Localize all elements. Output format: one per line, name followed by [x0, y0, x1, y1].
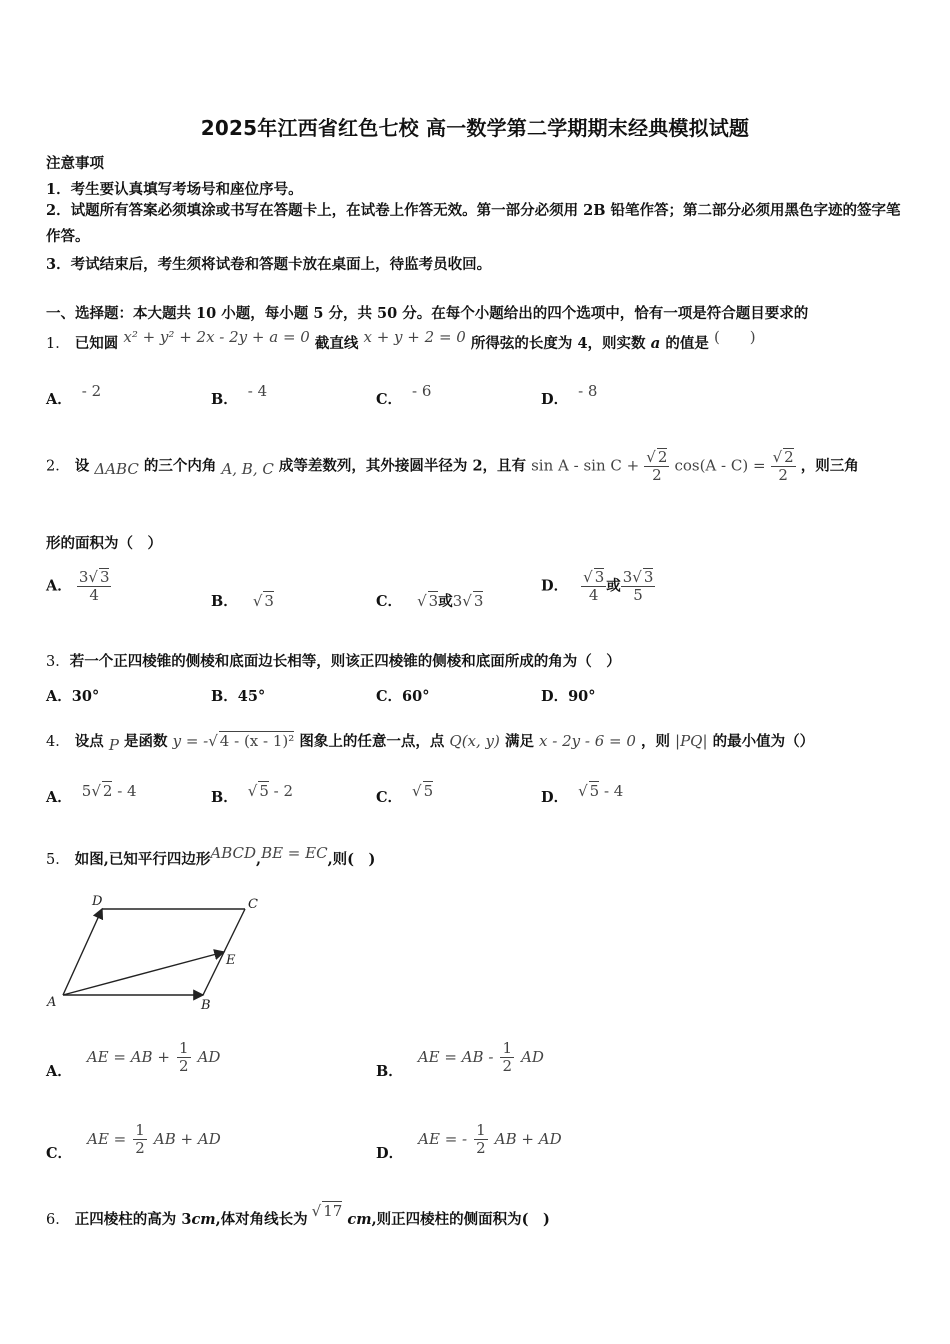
option-tail: - 2 — [273, 782, 294, 800]
numerator: 1 — [178, 1039, 189, 1057]
fraction: $\frac{3√ 3}{4}$ — [78, 568, 110, 605]
radicand: 3 — [428, 592, 439, 610]
option-a — [46, 1039, 221, 1080]
option-label: B． — [211, 593, 238, 610]
option-value: - 6 — [412, 382, 432, 400]
radicand: 4 - (x - 1)² — [219, 732, 295, 750]
question-number: 6． — [46, 1212, 70, 1228]
option-expression: AE = — [87, 1129, 127, 1148]
question-text: , — [256, 851, 262, 868]
unit: cm — [347, 1211, 372, 1228]
option-expression: AB + AD — [153, 1129, 221, 1148]
option-c: C． √ 3或3√ 3 — [376, 592, 484, 610]
question-text: 设点 — [74, 733, 104, 750]
question-text: 已知圆 — [74, 335, 119, 352]
option-expression: AD — [521, 1047, 544, 1066]
option-c — [46, 1121, 221, 1162]
option-d: D． √ 5 - 4 — [541, 782, 624, 806]
notice-heading: 注意事项 — [46, 155, 104, 172]
option-value: 90° — [568, 688, 596, 705]
or-text: 或 — [438, 593, 453, 610]
label-b: B — [201, 998, 211, 1013]
math-expression: Q(x, y) — [449, 732, 500, 750]
question-text: ,则( ) — [327, 851, 376, 868]
math-expression: sin A - sin C + — [531, 456, 640, 475]
math-variable: a — [650, 334, 661, 352]
denominator: 2 — [502, 1057, 513, 1076]
radicand: 3 — [473, 592, 484, 610]
option-expression: AD — [197, 1047, 221, 1066]
coefficient: 3 — [622, 568, 633, 586]
question-text: 的最小值为（） — [712, 733, 815, 750]
question-text: 所得弦的长度为 4，则实数 — [470, 335, 646, 352]
option-a — [46, 568, 111, 605]
unit: cm — [191, 1211, 216, 1228]
option-tail: - 4 — [603, 782, 624, 800]
numerator: 1 — [502, 1039, 513, 1057]
option-label: C． — [376, 688, 403, 705]
option-label: D． — [541, 688, 569, 705]
question-text: 图象上的任意一点，点 — [299, 733, 445, 750]
option-d — [541, 382, 598, 409]
option-b — [211, 382, 268, 409]
math-expression: x + y + 2 = 0 — [363, 328, 466, 346]
question-number: 4． — [46, 734, 70, 750]
fraction: $\frac{√ 2}{2}$ — [772, 448, 794, 485]
option-b — [211, 685, 265, 706]
denominator: 4 — [89, 586, 99, 605]
radicand: 5 — [423, 782, 434, 800]
math-expression: A, B, C — [221, 460, 274, 479]
question-text: ，则三角 — [800, 457, 859, 475]
option-c — [376, 382, 432, 409]
option-label: C． — [376, 391, 403, 408]
math-expression: x - 2y - 6 = 0 — [539, 732, 636, 750]
question-4: 4． 设点 P 是函数 y = -√ 4 - (x - 1)² 图象上的任意一点，点 Q(x, y) 满足 x - 2y - 6 = 0 ，则 |PQ| 的最小值为（） — [46, 732, 815, 754]
math-expression: BE = EC — [261, 844, 328, 862]
question-text: 截直线 — [314, 335, 359, 352]
question-text: 是函数 — [124, 733, 168, 750]
option-a — [46, 685, 99, 706]
radicand: 3 — [643, 568, 654, 586]
option-value: - 2 — [81, 382, 102, 400]
notice-item: 1．考生要认真填写考场号和座位序号。 — [46, 181, 303, 198]
option-label: A． — [46, 577, 72, 595]
option-a: A． 5√ 2 - 4 — [46, 782, 137, 806]
numerator: 1 — [135, 1121, 145, 1139]
option-expression: AE = AB - — [417, 1047, 494, 1066]
option-value: 45° — [237, 688, 266, 705]
fraction: $\frac{√ 3}{4}$ — [583, 568, 605, 605]
option-label: B． — [211, 391, 238, 408]
option-d — [541, 568, 655, 605]
question-number: 1． — [46, 336, 70, 352]
math-expression: |PQ| — [675, 732, 708, 750]
vector-ad — [63, 909, 102, 995]
math-expression: y = - — [172, 732, 209, 750]
option-d — [541, 685, 596, 706]
radicand: 3 — [264, 592, 274, 610]
notice-item: 3．考试结束后，考生须将试卷和答题卡放在桌面上，待监考员收回。 — [46, 256, 492, 273]
parallelogram-figure — [40, 888, 280, 1018]
math-expression: cos(A - C) = — [674, 456, 766, 475]
radicand: 5 — [259, 782, 269, 800]
option-value: 30° — [71, 688, 100, 705]
question-number: 3． — [46, 654, 70, 670]
question-number: 2． — [46, 458, 70, 475]
option-c: C． √ 5 — [376, 782, 434, 806]
question-text: 成等差数列，其外接圆半径为 2，且有 — [278, 457, 527, 475]
option-label: A． — [46, 1062, 72, 1080]
denominator: 2 — [135, 1139, 145, 1158]
option-label: B． — [376, 1062, 403, 1080]
or-text: 或 — [606, 577, 621, 595]
radicand: 17 — [323, 1202, 343, 1220]
question-text: ，则 — [640, 733, 670, 750]
option-label: A． — [46, 789, 72, 806]
math-expression: ABCD — [210, 844, 256, 862]
denominator: 5 — [633, 586, 643, 605]
option-label: A． — [46, 391, 72, 408]
question-text: 满足 — [504, 733, 534, 750]
question-6: 6． 正四棱柱的高为 3cm,体对角线长为 √ 17 cm,则正四棱柱的侧面积为( ) — [46, 1202, 550, 1228]
option-value: - 4 — [247, 382, 268, 400]
option-d — [376, 1121, 562, 1162]
coefficient: 5 — [81, 782, 92, 800]
question-text: ,则正四棱柱的侧面积为( ) — [371, 1211, 550, 1228]
question-text: 的三个内角 — [143, 457, 217, 475]
section-heading: 一、选择题：本大题共 10 小题，每小题 5 分，共 50 分。在每个小题给出的四个选项中，恰有一项是符合题目要求的 — [46, 305, 809, 322]
option-tail: - 4 — [117, 782, 137, 800]
label-e: E — [226, 953, 236, 968]
math-variable: P — [108, 736, 119, 754]
denominator: 2 — [778, 466, 788, 485]
radicand: 5 — [589, 782, 600, 800]
question-text: 正四棱柱的高为 3 — [74, 1211, 192, 1228]
question-number: 5． — [46, 852, 70, 868]
option-value: 60° — [402, 688, 430, 705]
fraction: $\frac{√ 2}{2}$ — [646, 448, 668, 485]
question-1 — [46, 328, 756, 353]
radicand: 2 — [784, 448, 794, 466]
option-label: C． — [376, 593, 403, 610]
option-b — [376, 1039, 544, 1080]
vector-ae — [63, 952, 224, 995]
notice-item: 2．试题所有答案必须填涂或书写在答题卡上，在试卷上作答无效。第一部分必须用 2B 铅笔作答；第二部分必须用黑色字迹的签字笔作答。 — [46, 202, 901, 245]
option-expression: AE = AB + — [86, 1047, 170, 1066]
radicand: 3 — [99, 568, 110, 586]
numerator: 1 — [476, 1121, 486, 1139]
coefficient: 3 — [78, 568, 89, 586]
question-text: 设 — [74, 457, 90, 475]
option-label: D． — [541, 391, 569, 408]
option-label: C． — [376, 789, 403, 806]
radicand: 2 — [657, 448, 668, 466]
option-b: B． √ 5 - 2 — [211, 782, 294, 806]
option-label: D． — [541, 577, 569, 595]
question-text: 的值是 — [665, 335, 709, 352]
question-2 — [46, 448, 859, 485]
page-title: 2025年江西省红色七校 高一数学第二学期期末经典模拟试题 — [200, 116, 750, 140]
question-text: ,体对角线长为 — [215, 1211, 308, 1228]
math-expression: ΔABC — [94, 460, 139, 479]
option-label: D． — [376, 1144, 404, 1162]
option-label: A． — [46, 688, 72, 705]
label-d: D — [92, 894, 103, 909]
fraction: $\frac{3√ 3}{5}$ — [622, 568, 654, 605]
option-label: D． — [541, 789, 569, 806]
option-b: B． √ 3 — [211, 592, 274, 610]
option-c — [376, 685, 429, 706]
question-5 — [46, 844, 376, 869]
question-3 — [46, 650, 621, 671]
radicand: 3 — [594, 568, 605, 586]
math-expression: x² + y² + 2x - 2y + a = 0 — [123, 328, 310, 346]
option-label: C． — [46, 1144, 73, 1162]
denominator: 4 — [588, 586, 599, 605]
denominator: 2 — [652, 466, 662, 485]
coefficient: 3 — [452, 592, 463, 610]
answer-paren: ( ) — [713, 328, 756, 346]
question-text: 形的面积为（ ） — [46, 535, 162, 552]
denominator: 2 — [178, 1057, 189, 1076]
option-label: B． — [211, 789, 238, 806]
option-label: B． — [211, 688, 238, 705]
question-text: 若一个正四棱锥的侧棱和底面边长相等，则该正四棱锥的侧棱和底面所成的角为（ ） — [69, 653, 621, 670]
denominator: 2 — [476, 1139, 486, 1158]
option-expression: AE = - — [418, 1129, 468, 1148]
option-value: - 8 — [578, 382, 598, 400]
label-a: A — [47, 995, 57, 1010]
option-a — [46, 382, 102, 409]
label-c: C — [248, 897, 258, 912]
question-text: 如图,已知平行四边形 — [74, 851, 211, 868]
radicand: 2 — [102, 782, 113, 800]
option-expression: AB + AD — [494, 1129, 562, 1148]
